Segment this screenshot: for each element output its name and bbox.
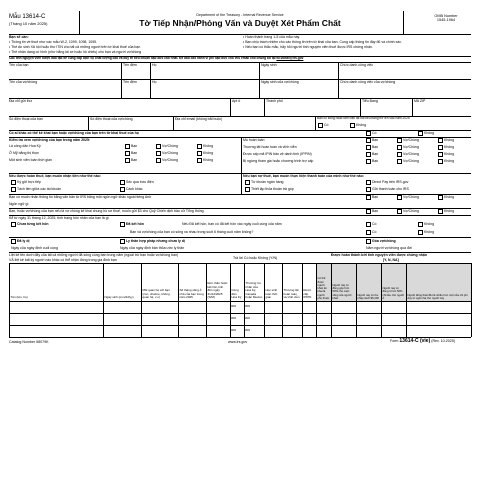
lived-apart-no-checkbox[interactable] (418, 230, 423, 235)
left-status-row-1-no-checkbox[interactable] (197, 144, 202, 149)
pay-direct-pay[interactable] (366, 180, 408, 185)
dependents-row-value[interactable]: 000 (245, 328, 251, 332)
two-states-no[interactable] (350, 123, 366, 128)
claimed-question: Có ai khác có thể kê khai bạn hoặc vợ/chồng của bạn trên tờ khai thuế của họ (9, 131, 139, 135)
election-you-label: Bạn (372, 209, 379, 214)
form-id-block (9, 14, 79, 34)
left-status-row-2-you-label: Bạn (131, 151, 138, 156)
dependents-column-header: Người này có đóng góp hơn 50% cho cuộc sống của người khác (332, 263, 356, 301)
dependents-column-header: Học sinh toàn thời gian (265, 288, 278, 300)
two-states-question: Bạn có sống hoặc làm việc tại hai tiểu bang trở lên vào năm 2025 (317, 116, 410, 120)
left-status-row-2-you-option[interactable] (125, 151, 137, 156)
right-status-row-3-spouse-label: Vợ/Chồng (403, 152, 419, 157)
right-status-row-3-you-option[interactable] (366, 152, 378, 157)
left-status-row-2-you-checkbox[interactable] (125, 151, 130, 156)
table-row[interactable] (9, 301, 471, 313)
dependents-column-header: Số tháng sống ở nhà của bạn trong năm 2025 (179, 288, 204, 300)
omb-number: 1545-1964 (436, 18, 456, 23)
your-phone-label: Số điện thoại của bạn (9, 117, 43, 121)
right-status-row-3-no-label: Không (444, 152, 455, 157)
right-status-row-2-spouse-option[interactable] (397, 145, 419, 150)
right-status-row-1-spouse-label: Vợ/Chồng (403, 138, 419, 143)
form-footer (390, 339, 455, 345)
right-status-row-3-spouse-option[interactable] (397, 152, 419, 157)
right-status-row-1-question: Mù hoàn toàn (243, 138, 265, 142)
right-status-row-4-spouse-label: Vợ/Chồng (403, 159, 419, 164)
spouse-phone-label: Số điện thoại của vợ/chồng (90, 117, 133, 121)
refund-mail-check-label: Séc qua bưu điện (126, 180, 154, 185)
ethics-notice (9, 57, 303, 61)
dependents-column-header: Mối quan hệ với bạn (con, cha/mẹ, không quan hệ, v.v.) (142, 288, 170, 300)
left-status-row-1-you-checkbox[interactable] (125, 144, 130, 149)
marital-heading: Kể từ ngày 31 tháng 12, 2025, tình trạng hôn nhân của bạn là gì (9, 216, 109, 220)
right-status-row-4-spouse-option[interactable] (397, 159, 419, 164)
spouse-dob-label: Ngày sinh của vợ/chồng (261, 80, 299, 84)
omb-block (420, 14, 472, 23)
left-status-row-1-spouse-option[interactable] (156, 144, 178, 149)
last-name-label: Họ (152, 63, 157, 67)
dependents-column-divider (471, 263, 472, 337)
pay-direct-pay-label: Direct Pay bên IRS.gov (372, 180, 409, 185)
refund-split-label: Tách tiền giữa các tài khoản (17, 187, 61, 192)
right-status-row-2-you-checkbox[interactable] (366, 145, 371, 150)
form-revision: (Tháng 10 năm 2025) (9, 20, 48, 26)
dependents-column-header: Tên (tên, họ) (10, 295, 28, 300)
refund-heading: Nếu được hoàn thuế, bạn muốn nhận tiền như thế nào: (9, 174, 101, 178)
right-status-row-3-no-checkbox[interactable] (438, 152, 443, 157)
election-spouse-label: Vợ/Chồng (403, 209, 419, 214)
lived-apart-no-label: Không (424, 230, 435, 235)
widowed-label: Góa vợ/chồng (372, 239, 396, 244)
dependents-column-header: Người này có đóng ít hơn 50% chi tiêu cho người ở (382, 263, 406, 301)
left-status-row-1-spouse-label: Vợ/Chồng (162, 144, 178, 149)
footer-form-number: 13614-C (vie) (399, 338, 431, 344)
widowed-checkbox[interactable] (366, 239, 371, 244)
election-no-checkbox[interactable] (438, 209, 443, 214)
death-year-label: Năm người vợ/chồng qua đời (366, 246, 413, 250)
two-states-yes[interactable] (318, 123, 328, 128)
married-detail-yes-label: Có (372, 222, 377, 227)
never-married[interactable] (11, 222, 49, 227)
married-detail-no-label: Không (424, 222, 435, 227)
mi-label: Tên đệm (123, 63, 137, 67)
never-married-checkbox[interactable] (11, 222, 16, 227)
claimed-yes[interactable] (366, 131, 376, 136)
dependents-column-header: Ngày sinh (mm/dd/yy) (104, 295, 134, 300)
language-no-checkbox[interactable] (438, 195, 443, 200)
left-status-row-1-you-label: Bạn (131, 144, 138, 149)
dependents-intro-2: VÀ liệt kê bất kỳ người nào khác có thể nhận đóng trong gia đình bạn (9, 258, 117, 262)
pay-bank-label: Từ khoản ngân hàng (251, 180, 284, 185)
dependents-column-header: Người đóng thuế đã trả nhiều hơn một nửa chi phí duy trì ngôi nhà cho người này (407, 263, 471, 301)
married-detail-no-checkbox[interactable] (418, 222, 423, 227)
dependents-column-header: Thường trú nhân của Hoa Kỳ, Canada hoặc Mexico (245, 281, 263, 300)
language-you-checkbox[interactable] (366, 195, 371, 200)
left-status-row-2-question: Ở Mỹ bằng thị thực (9, 151, 40, 155)
married-detail: Nếu Đã kết hôn, bạn có đã kết hôn vào ngày cuối cùng của năm (182, 222, 282, 226)
language-you-label: Bạn (372, 195, 379, 200)
right-status-row-4-no-checkbox[interactable] (438, 159, 443, 164)
catalog-number: Catalog Number 58079K (9, 340, 49, 344)
right-status-row-3-you-checkbox[interactable] (366, 152, 371, 157)
left-status-row-2-spouse-label: Vợ/Chồng (162, 151, 178, 156)
left-status-row-3-no-label: Không (203, 158, 214, 163)
dependents-row-value[interactable]: 000 (231, 304, 237, 308)
apt-label: Apt # (232, 99, 241, 103)
language-spouse[interactable] (397, 195, 419, 200)
lived-apart-yes-checkbox[interactable] (366, 230, 371, 235)
right-status-row-1-no-checkbox[interactable] (438, 138, 443, 143)
job-title-label: Chức danh công việc (340, 63, 374, 67)
pay-mail-label: Gửi thanh toán cho IRS (372, 187, 409, 192)
dependents-column-header: Được cấp IPPIN (303, 288, 312, 300)
intro-right-bullet-1: • Hoàn thành trang 1-5 của mẫu này. (243, 35, 301, 39)
right-status-row-2-spouse-checkbox[interactable] (397, 145, 402, 150)
pay-installment[interactable] (245, 187, 294, 192)
footer-revision: (Rev. 10-2025) (431, 339, 455, 343)
election-no-label: Không (444, 209, 455, 214)
status-heading: Kiểm tra xem vợ/chồng của bạn trong năm 2025: (9, 138, 91, 142)
intro-bullet-3: • Thẻ nhận dạng có hình (như bằng lái xe hoặc hộ chiếu) cho bạn và người vợ/chồng (9, 50, 142, 54)
never-married-label: Chưa từng kết hôn (17, 222, 49, 227)
divorced-checkbox[interactable] (11, 239, 16, 244)
left-status-row-3-spouse-checkbox[interactable] (156, 158, 161, 163)
intro-right-bullet-2: • Bạn chịu trách nhiệm cho các thông tin trên tờ khai của bạn. Cung cấp thông tin đầy đủ và chính xác. (243, 40, 402, 44)
left-status-row-3-question: Một sinh viên toàn thời gian (9, 158, 52, 162)
language-spouse-label: Vợ/Chồng (403, 195, 419, 200)
right-status-row-3-question: Được cấp mã IPIN bảo vệ danh tính (IPPIN) (243, 152, 312, 156)
dependents-row-value[interactable]: 000 (231, 328, 237, 332)
right-status-row-2-no-checkbox[interactable] (438, 145, 443, 150)
election-you-checkbox[interactable] (366, 209, 371, 214)
legally-separated[interactable] (120, 239, 185, 244)
refund-other-checkbox[interactable] (120, 187, 125, 192)
dependents-column-header: Thương tật hoàn toàn và vĩnh viễn (283, 288, 300, 300)
language-no[interactable] (438, 195, 454, 200)
dependents-row-value[interactable]: 000 (231, 316, 237, 320)
right-status-row-3-no-option[interactable] (438, 152, 454, 157)
left-status-row-1-no-label: Không (203, 144, 214, 149)
refund-split-checkbox[interactable] (11, 187, 16, 192)
dependents-yn-note: Trả lời Có hoặc Không (Y/N) (233, 256, 278, 260)
lived-apart-yes[interactable] (366, 230, 376, 235)
right-status-row-2-you-label: Bạn (372, 145, 379, 150)
right-status-row-4-question: Bị ngừng tham gia hoặc chương trình trợ cấp (243, 159, 314, 163)
left-status-row-2-no-checkbox[interactable] (197, 151, 202, 156)
right-status-row-1-no-option[interactable] (438, 138, 454, 143)
dependents-column-header: Có thể được người khác kê khai là người phụ thuộc (317, 263, 331, 301)
refund-split[interactable] (11, 187, 61, 192)
right-status-row-4-spouse-checkbox[interactable] (397, 159, 402, 164)
table-row[interactable] (9, 325, 471, 337)
refund-other-label: Cách khác (126, 187, 143, 192)
ethics-email-link[interactable]: wi.voltax@irs.gov (276, 56, 304, 60)
lived-apart-question: Bạn và vợ/chồng của bạn có sống xa nhau trong suốt 6 tháng cuối năm không? (130, 230, 254, 234)
payment-heading: Nếu bạn nợ thuế, bạn muốn thực hiện thanh toán của mình như thế nào: (243, 174, 364, 178)
left-status-row-2-spouse-option[interactable] (156, 151, 178, 156)
dependents-intro: Liệt kê tên dưới đây của tất cả những người đã sống cùng bạn trong năm (ngoài trừ bạn hoặc vợ/chồng bạn) (9, 253, 179, 257)
intro-bullet-1: • Thông tin về thuế như các mẫu W-2, 1099, 1098, 1095. (9, 40, 98, 44)
separation-date-label: Ngày của ngày định bản thỏa ước ly thân (120, 246, 185, 250)
married-detail-no[interactable] (418, 222, 434, 227)
footer-form-label: Form (390, 339, 399, 343)
refund-direct-deposit[interactable] (11, 180, 41, 185)
lived-apart-yes-label: Có (372, 230, 377, 235)
spouse-last-name-label: Họ (152, 80, 157, 84)
intro-heading: Bạn sẽ cần: (9, 35, 29, 39)
right-status-row-1-spouse-checkbox[interactable] (397, 138, 402, 143)
website-link[interactable]: www.irs.gov (228, 340, 248, 344)
right-status-row-4-you-checkbox[interactable] (366, 159, 371, 164)
form-title: Tờ Tiếp Nhận/Phỏng Vấn và Duyệt Xét Phẩm Chất (139, 18, 341, 28)
refund-mail-check-checkbox[interactable] (120, 180, 125, 185)
right-status-row-4-you-option[interactable] (366, 159, 378, 164)
two-states-yes-checkbox[interactable] (318, 123, 323, 128)
dependents-column-header: Công dân Hoa Kỳ (231, 288, 242, 300)
left-status-row-2-no-option[interactable] (197, 151, 213, 156)
claimed-yes-checkbox[interactable] (366, 131, 371, 136)
zip-label: Mã ZIP (414, 99, 426, 103)
left-status-row-1-question: Là công dân Hoa Kỳ (9, 144, 41, 148)
spouse-mi-label: Tên đệm (123, 80, 137, 84)
election-spouse[interactable] (397, 209, 419, 214)
refund-other[interactable] (120, 187, 143, 192)
refund-mail-check[interactable] (120, 180, 154, 185)
election-you[interactable] (366, 209, 378, 214)
pay-direct-pay-checkbox[interactable] (366, 180, 371, 185)
city-label: Thành phố (266, 99, 283, 103)
pay-mail-checkbox[interactable] (366, 187, 371, 192)
intro-bullet-2: • Thẻ An sinh Xã hội hoặc thư ITIN cho tất cả những người trên tờ khai thuế của bạn (9, 45, 141, 49)
left-status-row-3-spouse-label: Vợ/Chồng (162, 158, 178, 163)
married-checkbox[interactable] (120, 222, 125, 227)
right-status-row-4-no-label: Không (444, 159, 455, 164)
married-detail-yes-checkbox[interactable] (366, 222, 371, 227)
divorced[interactable] (11, 239, 29, 244)
language-question: Bạn có muốn nhận thông tin bằng văn bản từ IRS bằng một ngôn ngữ khác ngoài tiếng Anh (9, 195, 152, 199)
right-status-row-2-question: Thương tật hoàn toàn và vĩnh viễn (243, 145, 297, 149)
dob-label: Ngày sinh (261, 63, 277, 67)
claimed-yes-label: Có (372, 131, 377, 136)
left-status-row-3-no-option[interactable] (197, 158, 213, 163)
right-status-row-1-spouse-option[interactable] (397, 138, 419, 143)
spouse-first-name-label: Tên của vợ/chồng (9, 80, 38, 84)
refund-direct-deposit-label: Ký gửi trực tiếp (17, 180, 41, 185)
pay-mail[interactable] (366, 187, 409, 192)
pay-bank[interactable] (245, 180, 284, 185)
dependents-row-value[interactable]: 000 (245, 316, 251, 320)
email-label: Địa chỉ email (không bắt buộc) (175, 117, 223, 121)
claimed-no-checkbox[interactable] (418, 131, 423, 136)
left-status-row-3-no-checkbox[interactable] (197, 158, 202, 163)
divorce-date-label: Ngày của ngày định cuối cùng (11, 246, 58, 250)
left-status-row-1-spouse-checkbox[interactable] (156, 144, 161, 149)
refund-direct-deposit-checkbox[interactable] (11, 180, 16, 185)
two-states-yes-label: Có (324, 123, 329, 128)
legally-separated-checkbox[interactable] (120, 239, 125, 244)
spouse-job-label: Chức danh công việc của vợ/chồng (340, 80, 396, 84)
dependents-yn-label: [Y, N, NA] (383, 258, 399, 262)
intro-right-bullet-3: • Nếu bạn có thắc mắc, hãy hỏi người tình nguyện viên thuế được IRS chứng nhận. (243, 45, 373, 49)
dependents-volunteer-heading: Được hoàn thành bởi tình nguyện viên được chứng nhận (331, 253, 427, 257)
election-no[interactable] (438, 209, 454, 214)
right-status-row-4-you-label: Bạn (372, 159, 379, 164)
pay-bank-checkbox[interactable] (245, 180, 250, 185)
married-label: Đã kết hôn (126, 222, 144, 227)
right-status-row-1-no-label: Không (444, 138, 455, 143)
language-which-label: Ngôn ngữ gì (9, 202, 29, 206)
left-status-row-3-spouse-option[interactable] (156, 158, 178, 163)
married[interactable] (120, 222, 144, 227)
right-status-row-1-you-label: Bạn (372, 138, 379, 143)
dependents-row-value[interactable]: 000 (245, 304, 251, 308)
right-status-row-4-no-option[interactable] (438, 159, 454, 164)
right-status-row-1-you-checkbox[interactable] (366, 138, 371, 143)
right-status-row-3-you-label: Bạn (372, 152, 379, 157)
address-label: Địa chỉ gửi thư (9, 99, 32, 103)
legally-separated-label: Ly thân hợp pháp nhưng chưa ly dị (126, 239, 185, 244)
left-status-row-1-you-option[interactable] (125, 144, 137, 149)
dependents-column-header: Đơn thân hoặc kết hôn tính đến ngày 31/12/2025 (S/M) (207, 281, 228, 300)
table-row[interactable] (9, 313, 471, 325)
claimed-no[interactable] (418, 131, 434, 136)
ethics-notice-text: Các tình nguyện viên được đào tạo để cung cấp dịch vụ chất lượng cao và duy trì tiêu chuẩn đạo đức cao nhất. Để báo cáo hành vi phi đạo đức cho IRS email cho chúng tôi tại (9, 56, 276, 60)
left-status-row-3-you-checkbox[interactable] (125, 158, 130, 163)
left-status-row-2-no-label: Không (203, 151, 214, 156)
omb-label: OMB Number (434, 14, 458, 18)
form-id: Mẫu 13614-C (9, 14, 46, 20)
left-status-row-3-you-label: Bạn (131, 158, 138, 163)
claimed-no-label: Không (424, 131, 435, 136)
election-question: Bạn, hoặc vợ/chồng của bạn nếu là vợ chồng kê khai chung hồ sơ thuế, muốn gửi $3 cho Quỹ Chiến dịch bầu cử Tổng thống (9, 209, 204, 213)
your-first-name-label: Tên của bạn (9, 63, 29, 67)
dependents-top-border (9, 263, 471, 264)
language-no-label: Không (444, 195, 455, 200)
right-status-row-2-spouse-label: Vợ/Chồng (403, 145, 419, 150)
right-status-row-2-no-option[interactable] (438, 145, 454, 150)
dependents-column-header: Người này có thu nhập dưới $5,200 (357, 263, 381, 301)
pay-installment-label: Thiết lập thỏa thuận trả góp (251, 187, 294, 192)
left-status-row-2-spouse-checkbox[interactable] (156, 151, 161, 156)
right-status-row-2-you-option[interactable] (366, 145, 378, 150)
state-label: Tiểu Bang (362, 99, 378, 103)
election-spouse-checkbox[interactable] (397, 209, 402, 214)
divorced-label: Đã ly dị (17, 239, 30, 244)
lived-apart-no[interactable] (418, 230, 434, 235)
right-status-row-3-spouse-checkbox[interactable] (397, 152, 402, 157)
two-states-no-checkbox[interactable] (350, 123, 355, 128)
pay-installment-checkbox[interactable] (245, 187, 250, 192)
department-line: Department of the Treasury - Internal Revenue Service (196, 13, 284, 17)
widowed[interactable] (366, 239, 396, 244)
two-states-no-label: Không (356, 123, 367, 128)
married-detail-yes[interactable] (366, 222, 376, 227)
left-status-row-1-no-option[interactable] (197, 144, 213, 149)
right-status-row-2-no-label: Không (444, 145, 455, 150)
language-you[interactable] (366, 195, 378, 200)
right-status-row-1-you-option[interactable] (366, 138, 378, 143)
language-spouse-checkbox[interactable] (397, 195, 402, 200)
left-status-row-3-you-option[interactable] (125, 158, 137, 163)
status-divider (241, 137, 242, 173)
